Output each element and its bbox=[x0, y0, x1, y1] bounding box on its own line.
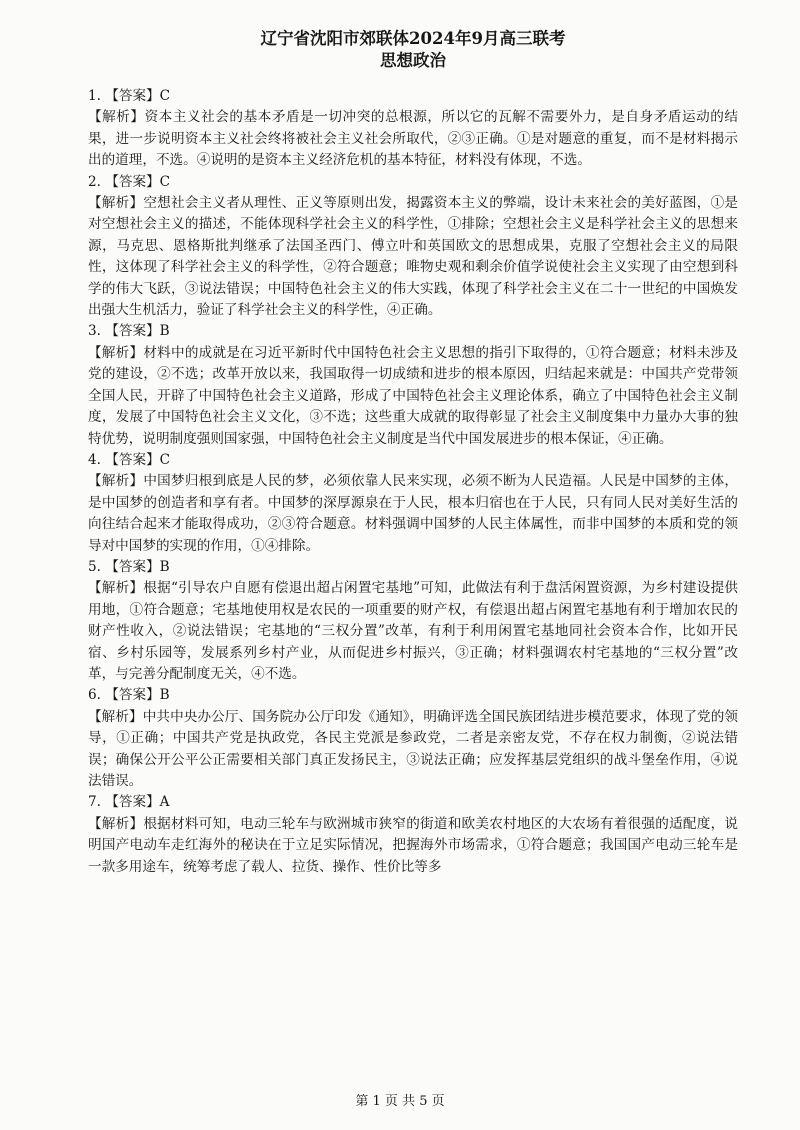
analysis-text: 【解析】材料中的成就是在习近平新时代中国特色社会主义思想的指引下取得的，①符合题意；材料未涉及党的建设，②不选；改革开放以来，我国取得一切成绩和进步的根本原因，归结起来就是：中国共产党带领全国人民，开辟了中国特色社会主义道路，形成了中国特色社会主义理论体系，确立了中国特色社会主义制度，发展了中国特色社会主义文化，③不选；这些重大成就的取得彰显了社会主义制度集中力量办大事的独特优势，说明制度强则国家强，中国特色社会主义制度是当代中国发展进步的根本保证，④正确。 bbox=[88, 344, 738, 447]
analysis-text: 【解析】根据“引导农户自愿有偿退出超占闲置宅基地”可知，此做法有利于盘活闲置资源，为乡村建设提供用地，①符合题意；宅基地使用权是农民的一项重要的财产权，有偿退出超占闲置宅基地有利于增加农民的财产性收入，②说法错误；宅基地的“三权分置”改革，有利于利用闲置宅基地同社会资本合作，比如开民宿、乡村乐园等，发展系列乡村产业，从而促进乡村振兴，③正确；材料强调农村宅基地的“三权分置”改革，与完善分配制度无关，④不选。 bbox=[88, 580, 738, 682]
document-title: 辽宁省沈阳市郊联体2024年9月高三联考 bbox=[260, 29, 566, 48]
analysis-text: 【解析】中共中央办公厅、国务院办公厅印发《通知》，明确评选全国民族团结进步模范要求，体现了党的领导，①正确；中国共产党是执政党，各民主党派是参政党，二者是亲密友党，不存在权力制衡，②说法错误；确保公开公平公正需要相关部门真正发扬民主，③说法正确；应发挥基层党组织的战斗堡垒作用，④说法错误。 bbox=[88, 708, 738, 789]
question-3 bbox=[88, 321, 738, 449]
question-7 bbox=[88, 792, 738, 878]
question-6 bbox=[88, 685, 738, 792]
question-4 bbox=[88, 450, 738, 557]
analysis-text: 【解析】空想社会主义者从理性、正义等原则出发，揭露资本主义的弊端，设计未来社会的美好蓝图，①是对空想社会主义的描述，不能体现科学社会主义的科学性，①排除；空想社会主义是科学社会主义的思想来源，马克思、恩格斯批判继承了法国圣西门、傅立叶和英国欧文的思想成果，克服了空想社会主义的局限性，这体现了科学社会主义的科学性，②符合题意；唯物史观和剩余价值学说使社会主义实现了由空想到科学的伟大飞跃，③说法错误；中国特色社会主义的伟大实践，体现了科学社会主义在二十一世纪的中国焕发出强大生机活力，验证了科学社会主义的科学性，④正确。 bbox=[88, 195, 738, 319]
analysis-text: 【解析】根据材料可知，电动三轮车与欧洲城市狭窄的街道和欧美农村地区的大农场有着很强的适配度，说明国产电动车走红海外的秘诀在于立足实际情况，把握海外市场需求，①符合题意；我国国产电动三轮车是一款多用途车，统筹考虑了载人、拉货、操作、性价比等多 bbox=[88, 815, 738, 875]
analysis-text: 【解析】资本主义社会的基本矛盾是一切冲突的总根源，所以它的瓦解不需要外力，是自身矛盾运动的结果，进一步说明资本主义社会终将被社会主义社会所取代，②③正确。①是对题意的重复，而不是材料揭示出的道理，不选。④说明的是资本主义经济危机的基本特征，材料没有体现，不选。 bbox=[88, 109, 738, 169]
document-subject: 思想政治 bbox=[380, 51, 446, 70]
answer-line: 7. 【答案】A bbox=[88, 794, 170, 811]
answer-line: 4. 【答案】C bbox=[88, 451, 171, 468]
page-number: 第 1 页 共 5 页 bbox=[355, 1094, 445, 1109]
analysis-text: 【解析】中国梦归根到底是人民的梦，必须依靠人民来实现，必须不断为人民造福。人民是中国梦的主体，是中国梦的创造者和享有者。中国梦的深厚源泉在于人民，根本归宿也在于人民，只有同人民对美好生活的向往结合起来才能取得成功，②③符合题意。材料强调中国梦的人民主体属性，而非中国梦的本质和党的领导对中国梦的实现的作用，①④排除。 bbox=[88, 473, 738, 554]
answer-line: 6. 【答案】B bbox=[88, 687, 170, 704]
answer-line: 3. 【答案】B bbox=[88, 323, 170, 340]
answer-line: 2. 【答案】C bbox=[88, 173, 171, 190]
answer-line: 1. 【答案】C bbox=[88, 88, 171, 104]
question-5 bbox=[88, 557, 738, 685]
question-1 bbox=[88, 86, 738, 172]
question-2 bbox=[88, 172, 738, 322]
answer-line: 5. 【答案】B bbox=[88, 558, 170, 575]
